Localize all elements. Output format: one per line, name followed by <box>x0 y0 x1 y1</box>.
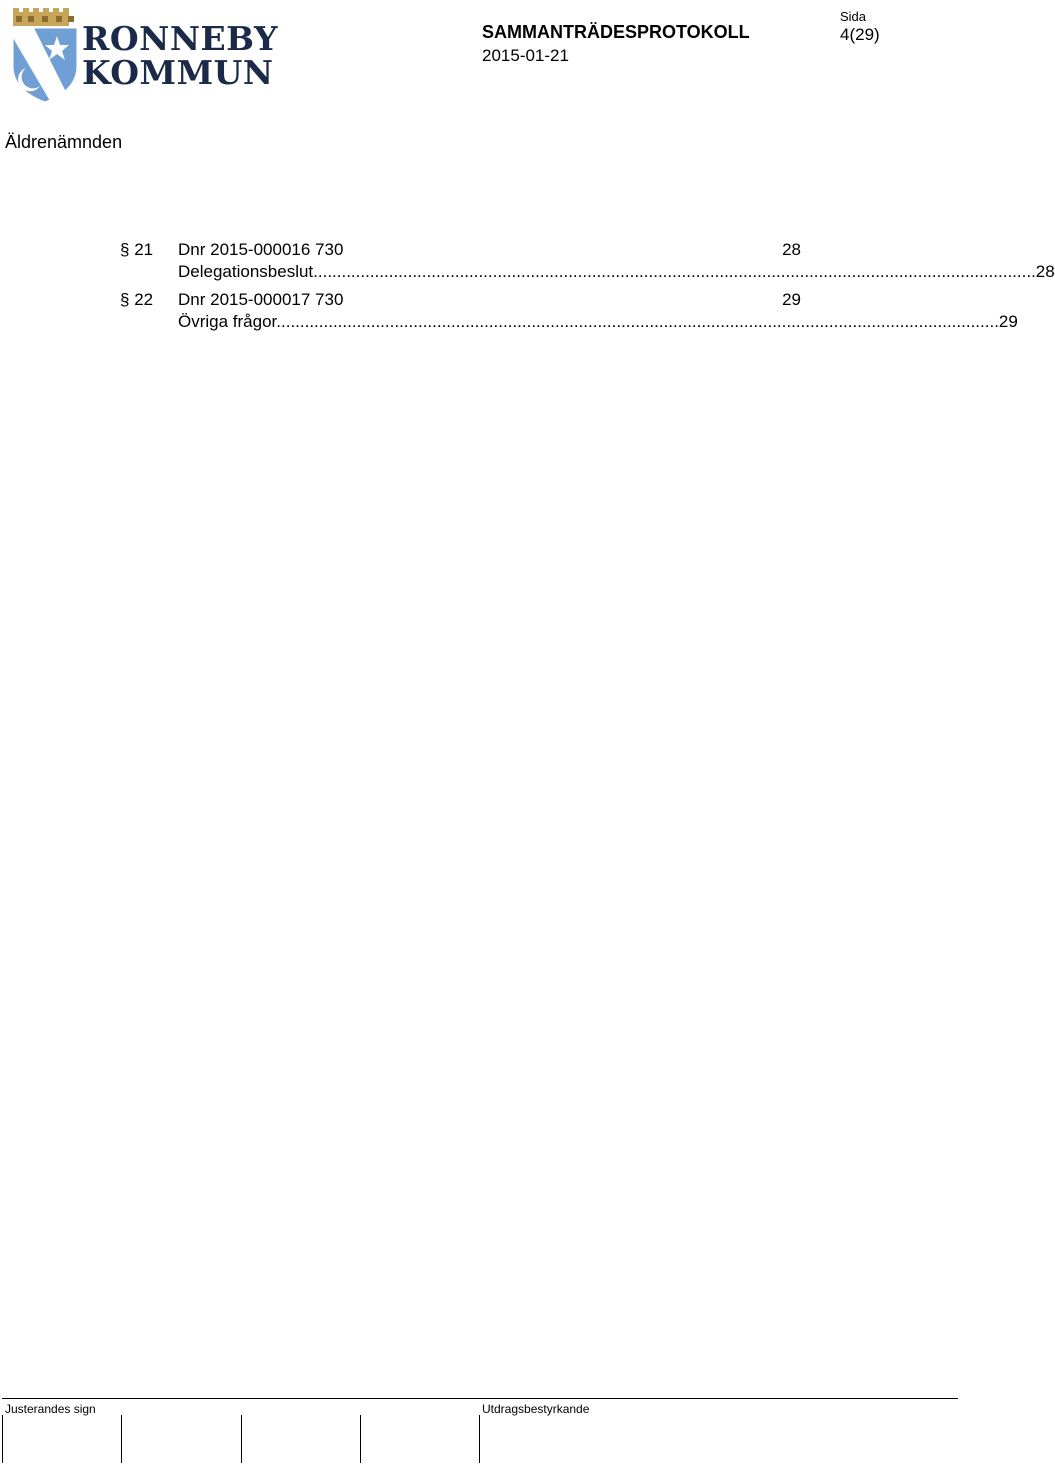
toc-paragraph-number: § 22 <box>120 290 154 309</box>
logo-wordmark <box>82 19 279 92</box>
sign-box-divider <box>360 1415 361 1463</box>
page-number: 4(29) <box>840 25 880 44</box>
toc-title: Övriga frågor. <box>178 312 281 331</box>
committee-name: Äldrenämnden <box>5 132 123 152</box>
extract-label: Utdragsbestyrkande <box>482 1402 590 1416</box>
sign-box-divider <box>121 1415 122 1463</box>
coat-of-arms-icon <box>10 4 80 104</box>
toc-title-page: 29 <box>998 312 1018 331</box>
sign-box-divider <box>479 1415 480 1463</box>
toc-page-number: 29 <box>782 290 801 309</box>
logo-line2: KOMMUN <box>82 53 274 92</box>
toc-paragraph-number: § 21 <box>120 240 154 259</box>
page-label: Sida <box>840 9 867 24</box>
toc-dnr: Dnr 2015-000017 730 <box>178 290 344 309</box>
toc-entry[interactable] <box>120 240 1055 290</box>
toc-title-line <box>178 262 1055 282</box>
meeting-date: 2015-01-21 <box>482 46 569 65</box>
toc-title-line <box>178 312 1018 332</box>
document-title: SAMMANTRÄDESPROTOKOLL <box>482 22 750 42</box>
municipality-logo <box>10 4 279 104</box>
sign-label: Justerandes sign <box>5 1402 96 1416</box>
toc-leader-dots: ........................................................................................................................................................ <box>317 262 1036 281</box>
toc-title-page: 28 <box>1035 262 1055 281</box>
toc-leader-dots: ........................................................................................................................................................ <box>281 312 999 331</box>
toc-page-number: 28 <box>782 240 801 259</box>
logo-line1: RONNEBY <box>82 19 279 58</box>
signature-footer <box>2 1398 958 1464</box>
sign-box-divider <box>2 1415 3 1463</box>
toc-dnr: Dnr 2015-000016 730 <box>178 240 344 259</box>
toc-entry[interactable] <box>120 290 1018 340</box>
sign-box-divider <box>241 1415 242 1463</box>
table-of-contents <box>120 240 1055 340</box>
toc-title: Delegationsbeslut. <box>178 262 318 281</box>
